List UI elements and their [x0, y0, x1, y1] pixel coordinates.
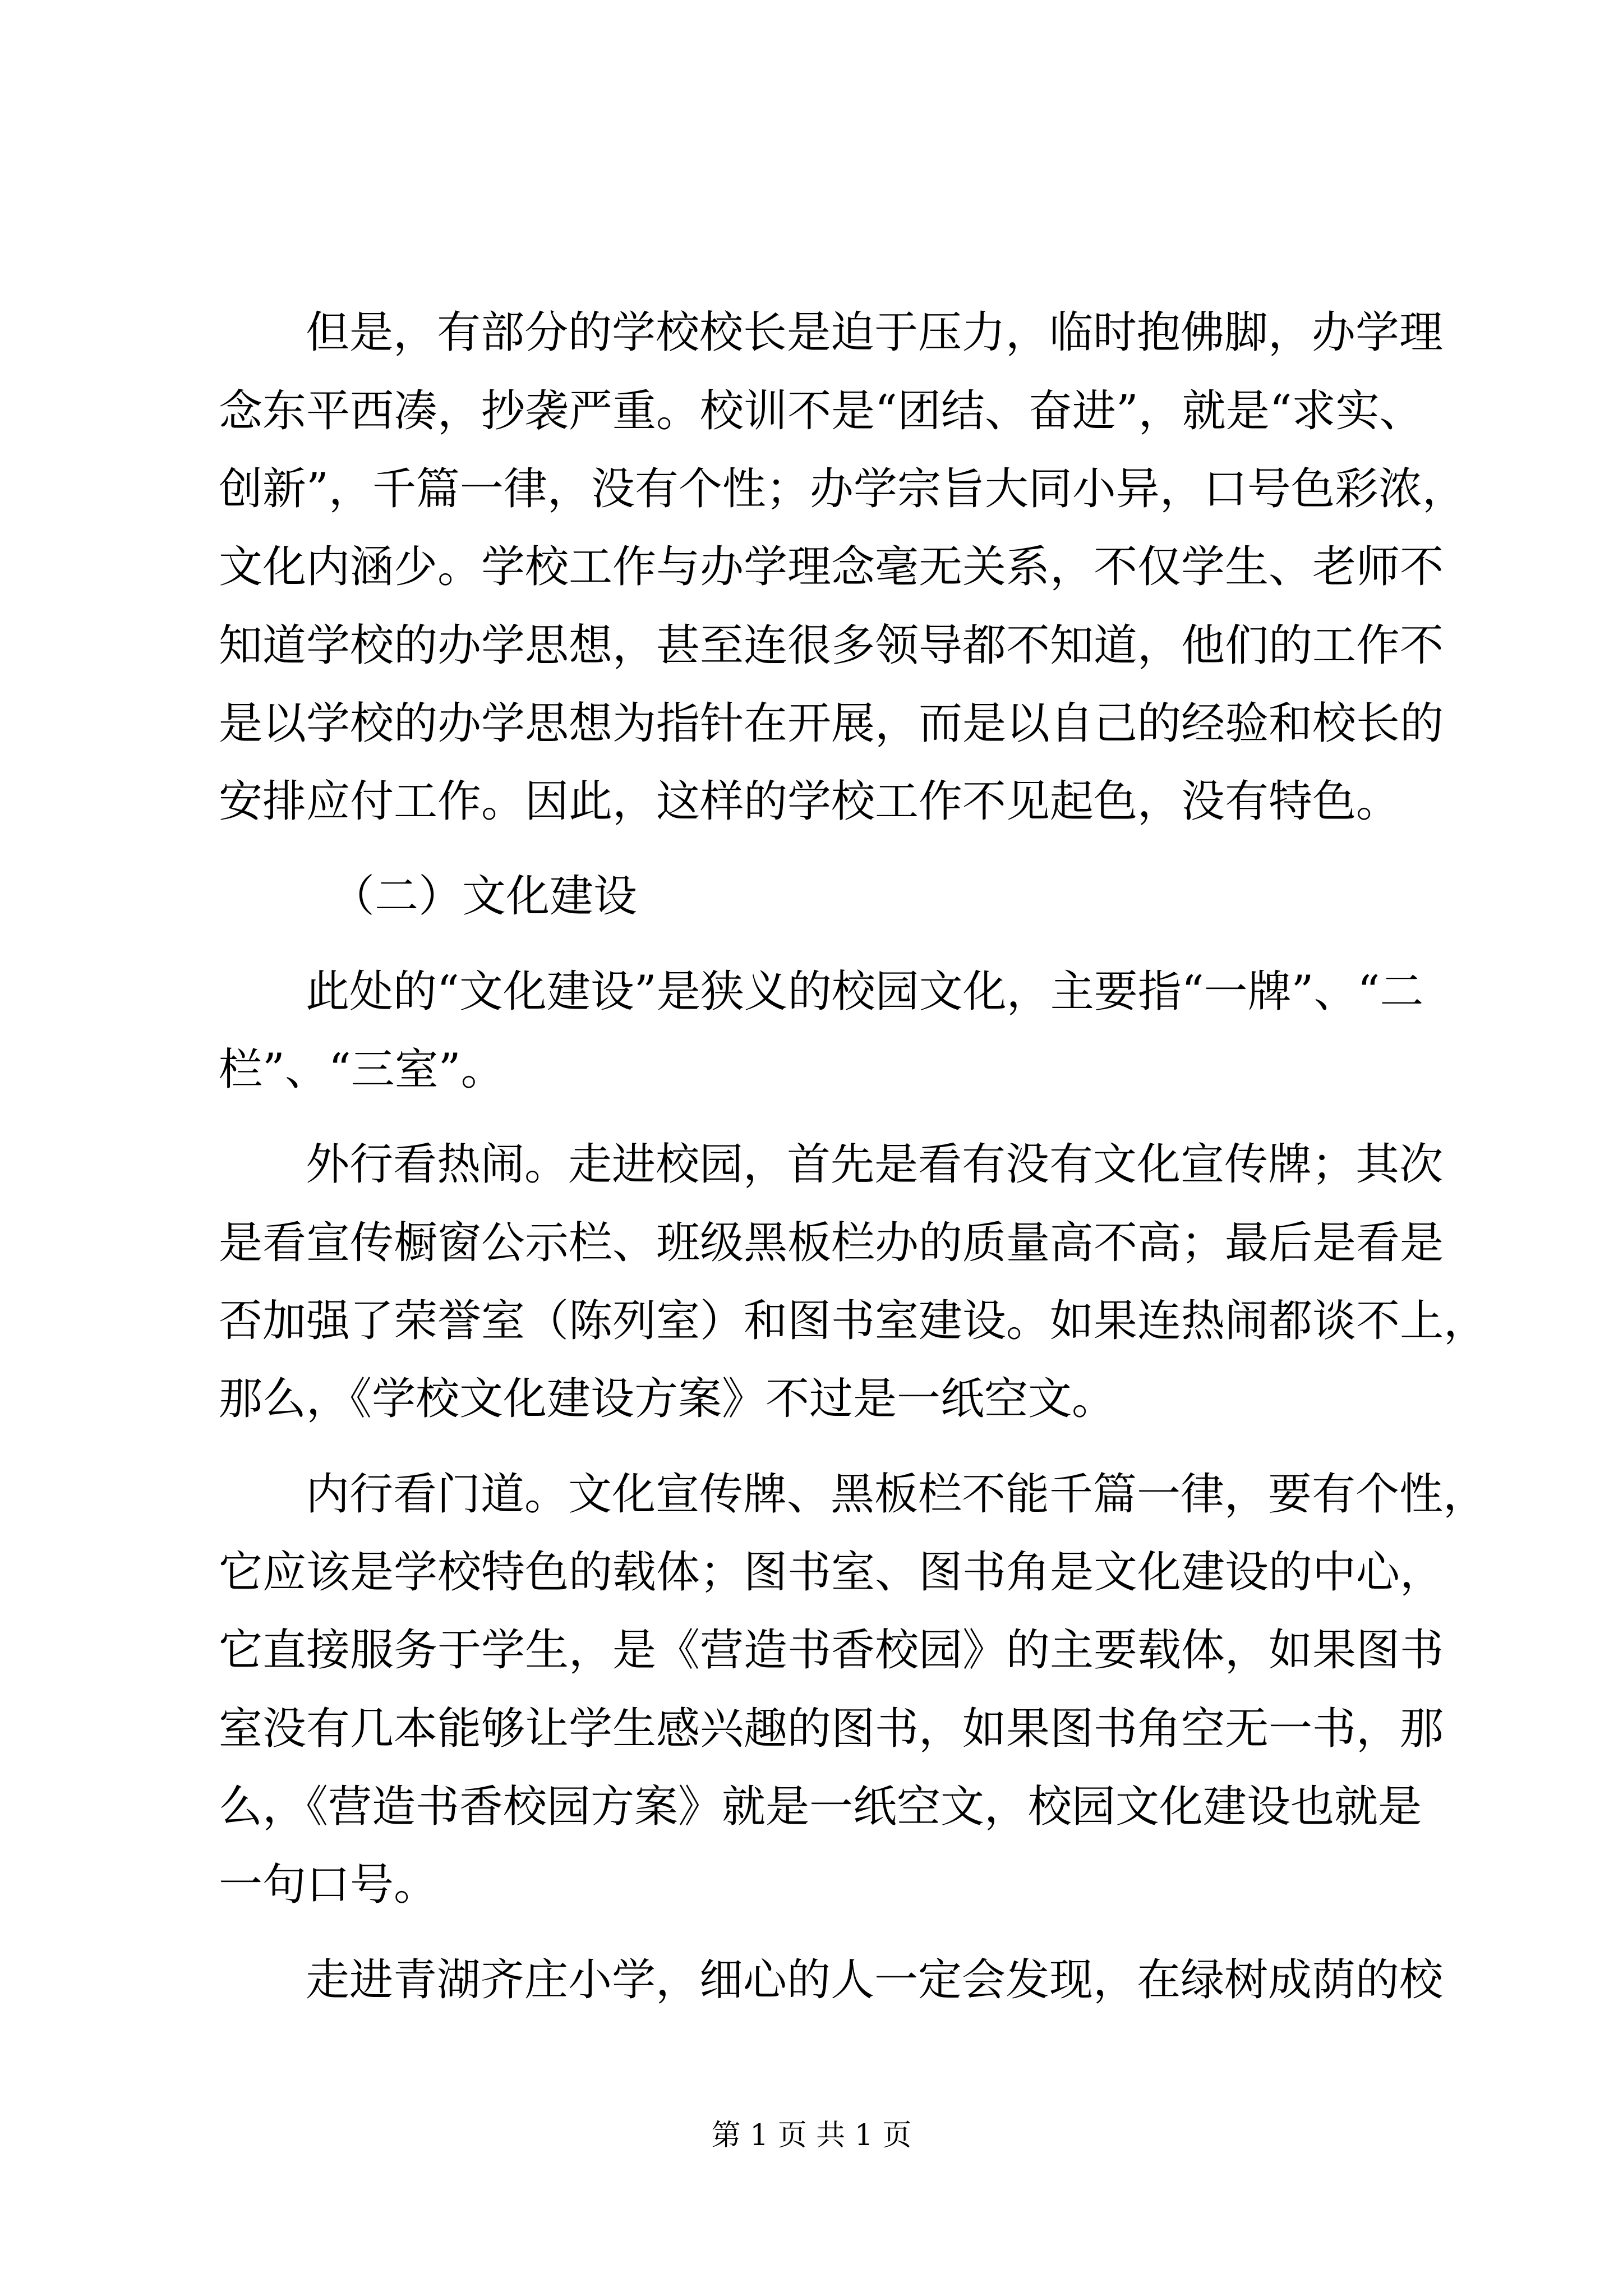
paragraph-3-line-1: 外行看热闹。走进校园，首先是看有没有文化宣传牌；其次	[306, 1139, 1444, 1190]
paragraph-4-line-6: 一句口号。	[219, 1860, 438, 1910]
paragraph-1-line-4: 文化内涵少。学校工作与办学理念毫无关系，不仅学生、老师不	[219, 542, 1444, 592]
paragraph-1-line-6: 是以学校的办学思想为指针在开展，而是以自己的经验和校长的	[219, 698, 1444, 749]
paragraph-3-line-2: 是看宣传橱窗公示栏、班级黑板栏办的质量高不高；最后是看是	[219, 1218, 1444, 1268]
paragraph-5-line-1: 走进青湖齐庄小学，细心的人一定会发现，在绿树成荫的校	[306, 1955, 1444, 2005]
paragraph-2-line-1: 此处的“文化建设”是狭义的校园文化，主要指“一牌”、“二	[306, 967, 1424, 1017]
paragraph-1-line-2: 念东平西凑，抄袭严重。校训不是“团结、奋进”，就是“求实、	[219, 386, 1423, 436]
paragraph-4-line-5: 么，《营造书香校园方案》就是一纸空文，校园文化建设也就是	[219, 1782, 1422, 1832]
paragraph-3-line-3: 否加强了荣誉室（陈列室）和图书室建设。如果连热闹都谈不上，	[219, 1296, 1488, 1346]
paragraph-1-line-5: 知道学校的办学思想，甚至连很多领导都不知道，他们的工作不	[219, 620, 1444, 671]
paragraph-4-line-2: 它应该是学校特色的载体；图书室、图书角是文化建设的中心，	[219, 1547, 1444, 1598]
paragraph-1-line-1: 但是，有部分的学校校长是迫于压力，临时抱佛脚，办学理	[306, 307, 1444, 358]
paragraph-3-line-4: 那么，《学校文化建设方案》不过是一纸空文。	[219, 1374, 1116, 1424]
paragraph-1-line-3: 创新”，千篇一律，没有个性；办学宗旨大同小异，口号色彩浓，	[219, 464, 1466, 514]
paragraph-4-line-4: 室没有几本能够让学生感兴趣的图书，如果图书角空无一书，那	[219, 1704, 1444, 1754]
paragraph-4-line-1: 内行看门道。文化宣传牌、黑板栏不能千篇一律，要有个性，	[306, 1469, 1487, 1520]
section-heading: （二）文化建设	[331, 871, 638, 922]
paragraph-1-line-7: 安排应付工作。因此，这样的学校工作不见起色，没有特色。	[219, 776, 1400, 827]
paragraph-4-line-3: 它直接服务于学生，是《营造书香校园》的主要载体，如果图书	[219, 1625, 1444, 1676]
page-footer: 第 1 页 共 1 页	[711, 2119, 912, 2152]
paragraph-2-line-2: 栏”、“三室”。	[219, 1045, 505, 1095]
